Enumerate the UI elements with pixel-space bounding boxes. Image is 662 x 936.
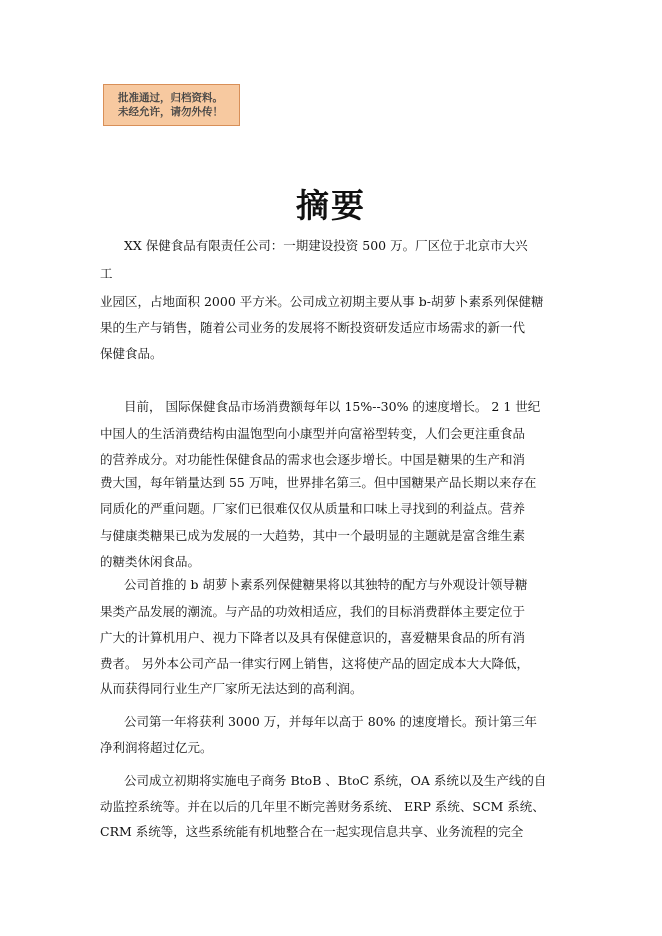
paragraph-line: 中国人的生活消费结构由温饱型向小康型并向富裕型转变，人们会更注重食品	[100, 426, 526, 441]
paragraph-line: 费者。 另外本公司产品一律实行网上销售，这将使产品的固定成本大大降低，	[100, 656, 529, 671]
paragraph-line: CRM 系统等，这些系统能有机地整合在一起实现信息共享、业务流程的完全	[100, 824, 524, 839]
paragraph-line: 广大的计算机用户、视力下降者以及具有保健意识的，喜爱糖果食品的所有消	[100, 630, 526, 645]
paragraph-line: XX 保健食品有限责任公司：一期建设投资 500 万。厂区位于北京市大兴	[124, 238, 528, 253]
paragraph-line: 动监控系统等。并在以后的几年里不断完善财务系统、 ERP 系统、SCM 系统、	[100, 799, 545, 814]
paragraph-line: 业园区，占地面积 2000 平方米。公司成立初期主要从事 b-胡萝卜素系列保健糖	[100, 294, 544, 309]
stamp-line-1: 批准通过，归档资料。	[118, 92, 223, 104]
paragraph-line: 同质化的严重问题。厂家们已很难仅仅从质量和口味上寻找到的利益点。营养	[100, 501, 526, 516]
page-title: 摘要	[296, 186, 366, 225]
paragraph-line: 从而获得同行业生产厂家所无法达到的高利润。	[100, 681, 363, 696]
paragraph-line: 保健食品。	[100, 346, 163, 361]
paragraph-line: 工	[100, 266, 113, 281]
stamp-line-2: 未经允许，请勿外传！	[118, 106, 223, 118]
paragraph-line: 目前， 国际保健食品市场消费额每年以 15%--30% 的速度增长。 2 1 世纪	[124, 399, 541, 414]
paragraph-line: 公司成立初期将实施电子商务 BtoB 、BtoC 系统，OA 系统以及生产线的自	[124, 773, 547, 788]
paragraph-line: 净利润将超过亿元。	[100, 740, 213, 755]
paragraph-line: 与健康类糖果已成为发展的一大趋势，其中一个最明显的主题就是富含维生素	[100, 528, 526, 543]
approval-stamp	[103, 84, 240, 126]
paragraph-line: 费大国，每年销量达到 55 万吨，世界排名第三。但中国糖果产品长期以来存在	[100, 475, 537, 490]
paragraph-line: 果类产品发展的潮流。与产品的功效相适应，我们的目标消费群体主要定位于	[100, 604, 526, 619]
paragraph-line: 公司首推的 b 胡萝卜素系列保健糖果将以其独特的配方与外观设计领导糖	[124, 577, 528, 592]
paragraph-line: 果的生产与销售，随着公司业务的发展将不断投资研发适应市场需求的新一代	[100, 320, 526, 335]
paragraph-line: 公司第一年将获利 3000 万，并每年以高于 80% 的速度增长。预计第三年	[124, 714, 537, 729]
paragraph-line: 的营养成分。对功能性保健食品的需求也会逐步增长。中国是糖果的生产和消	[100, 452, 526, 467]
paragraph-line: 的糖类休闲食品。	[100, 554, 201, 569]
